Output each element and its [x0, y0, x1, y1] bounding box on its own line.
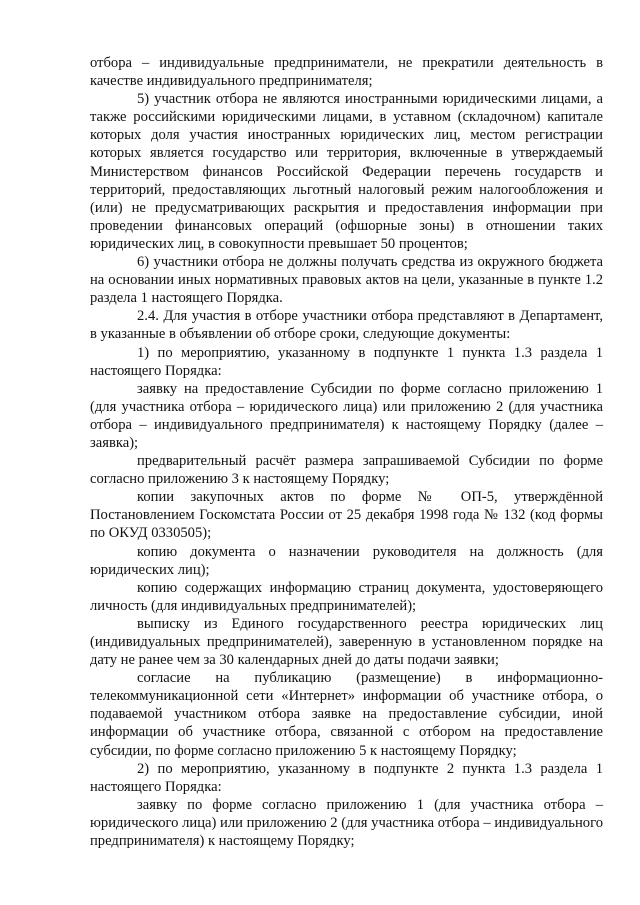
paragraph-item-5: 5) участник отбора не являются иностранными юридическими лицами, а также российскими юридическими лицами, в уставном (складочном) капитале которых доля участия иностранных юридических лиц, местом регистрации которых является государство или территория, включенные в утверждаемый Министерством финансов Российской Федерации перечень государств и территорий, предоставляющих льготный налоговый режим налогообложения и (или) не предусматривающих раскрытия и предоставления информации при проведении финансовых операций (офшорные зоны) в отношении таких юридических лиц, в совокупности превышает 50 процентов;	[90, 91, 603, 252]
paragraph-section-2-4: 2.4. Для участия в отборе участники отбора представляют в Департамент, в указанные в объявлении об отборе сроки, следующие документы:	[90, 308, 603, 343]
paragraph-publication-consent: согласие на публикацию (размещение) в информационно-телекоммуникационной сети «Интернет» информации об участнике отбора, о подаваемой участником отбора заявке на предоставление субсидии, иной информации об участнике отбора, связанной с отбором на предоставление субсидии, по форме согласно приложению 5 к настоящему Порядку;	[90, 670, 603, 759]
paragraph-identity-doc: копию содержащих информацию страниц документа, удостоверяющего личность (для индивидуальных предпринимателей);	[90, 579, 603, 614]
document-page	[90, 54, 603, 850]
paragraph-continuation: отбора – индивидуальные предприниматели, не прекратили деятельность в качестве индивидуального предпринимателя;	[90, 55, 603, 90]
paragraph-calculation: предварительный расчёт размера запрашиваемой Субсидии по форме согласно приложению 3 к настоящему Порядку;	[90, 453, 603, 488]
paragraph-purchase-acts: копии закупочных актов по форме № ОП-5, утверждённой Постановлением Госкомстата России от 25 декабря 1998 года № 132 (код формы по ОКУД 0330505);	[90, 489, 603, 542]
paragraph-application: заявку на предоставление Субсидии по форме согласно приложению 1 (для участника отбора – юридического лица) или приложению 2 (для участника отбора – индивидуального предпринимателя) к настоящему Порядку (далее – заявка);	[90, 380, 603, 451]
paragraph-application-2: заявку по форме согласно приложению 1 (для участника отбора – юридического лица) или приложению 2 (для участника отбора – индивидуального предпринимателя) к настоящему Порядку;	[90, 796, 603, 850]
paragraph-appointment-doc: копию документа о назначении руководителя на должность (для юридических лиц);	[90, 543, 603, 578]
paragraph-measure-1: 1) по мероприятию, указанному в подпункте 1 пункта 1.3 раздела 1 настоящего Порядка:	[90, 344, 603, 379]
paragraph-measure-2: 2) по мероприятию, указанному в подпункте 2 пункта 1.3 раздела 1 настоящего Порядка:	[90, 760, 603, 795]
paragraph-item-6: 6) участники отбора не должны получать средства из окружного бюджета на основании иных нормативных правовых актов на цели, указанные в пункте 1.2 раздела 1 настоящего Порядка.	[90, 254, 603, 307]
paragraph-registry-extract: выписку из Единого государственного реестра юридических лиц (индивидуальных предпринимателей), заверенную в установленном порядке на дату не ранее чем за 30 календарных дней до даты подачи заявки;	[90, 615, 603, 669]
